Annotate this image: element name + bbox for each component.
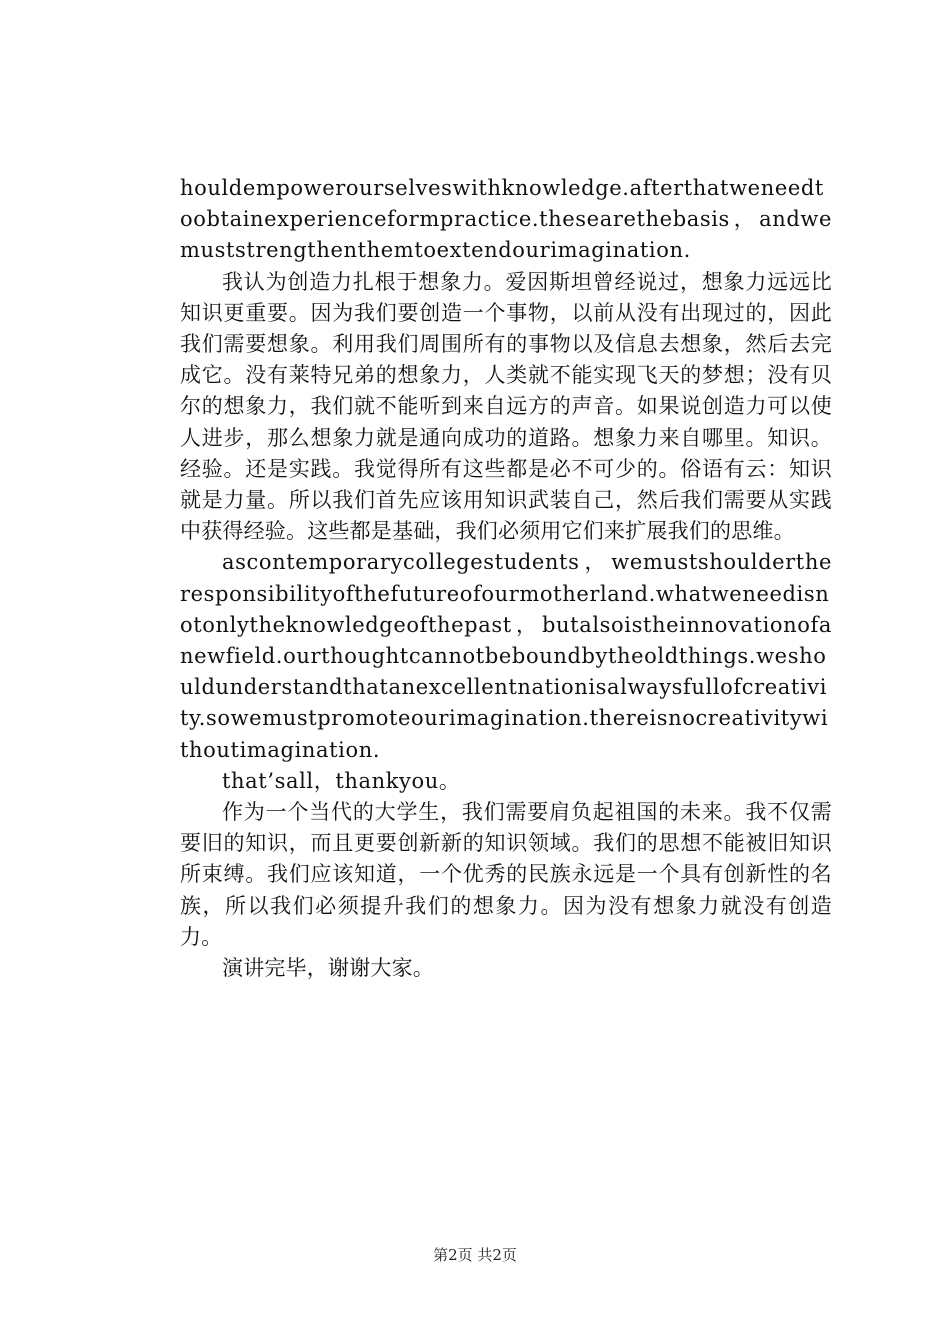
paragraph-chinese-college-students: 作为一个当代的大学生，我们需要肩负起祖国的未来。我不仅需要旧的知识，而且更要创新新的知识领域。我们的思想不能被旧知识所束缚。我们应该知道，一个优秀的民族永远是一个具有创新性的名族，所以我们必须提升我们的想象力。因为没有想象力就没有创造力。: [180, 800, 832, 949]
paragraph-chinese-closing: 演讲完毕，谢谢大家。: [222, 956, 434, 981]
paragraph-chinese-imagination: 我认为创造力扎根于想象力。爱因斯坦曾经说过，想象力远远比知识更重要。因为我们要创造一个事物，以前从没有出现过的，因此我们需要想象。利用我们周围所有的事物以及信息去想象，然后去完成它。没有莱特兄弟的想象力，人类就不能实现飞天的梦想；没有贝尔的想象力，我们就不能听到来自远方的声音。如果说创造力可以使人进步，那么想象力就是通向成功的道路。想象力来自哪里。知识。经验。还是实践。我觉得所有这些都是必不可少的。俗语有云：知识就是力量。所以我们首先应该用知识武装自己，然后我们需要从实践中获得经验。这些都是基础，我们必须用它们来扩展我们的思维。: [180, 269, 832, 544]
paragraph-english-continuation: houldempowerourselveswithknowledge.afterthatweneedtoobtainexperienceformpractice.thesearethebasis，andwemuststrengthenthemtoextendourimagination.: [180, 176, 832, 263]
document-body: [180, 173, 832, 984]
paragraph-english-closing: that’sall，thankyou。: [222, 768, 461, 793]
page-number-footer: 第2页 共2页: [433, 1246, 517, 1264]
paragraph-english-college-students: ascontemporarycollegestudents，wemustshouldertheresponsibilityofthefutureofourmotherland.whatweneedisnotonlytheknowledgeofthepast，butalsoistheinnovationofanewfield.ourthoughtcannotbeboundbytheoldthings.weshouldunderstandthatanexcellentnationisalwaysfullofcreativity.sowemustpromoteourimagination.thereisnocreativitywithoutimagination.: [180, 550, 832, 762]
